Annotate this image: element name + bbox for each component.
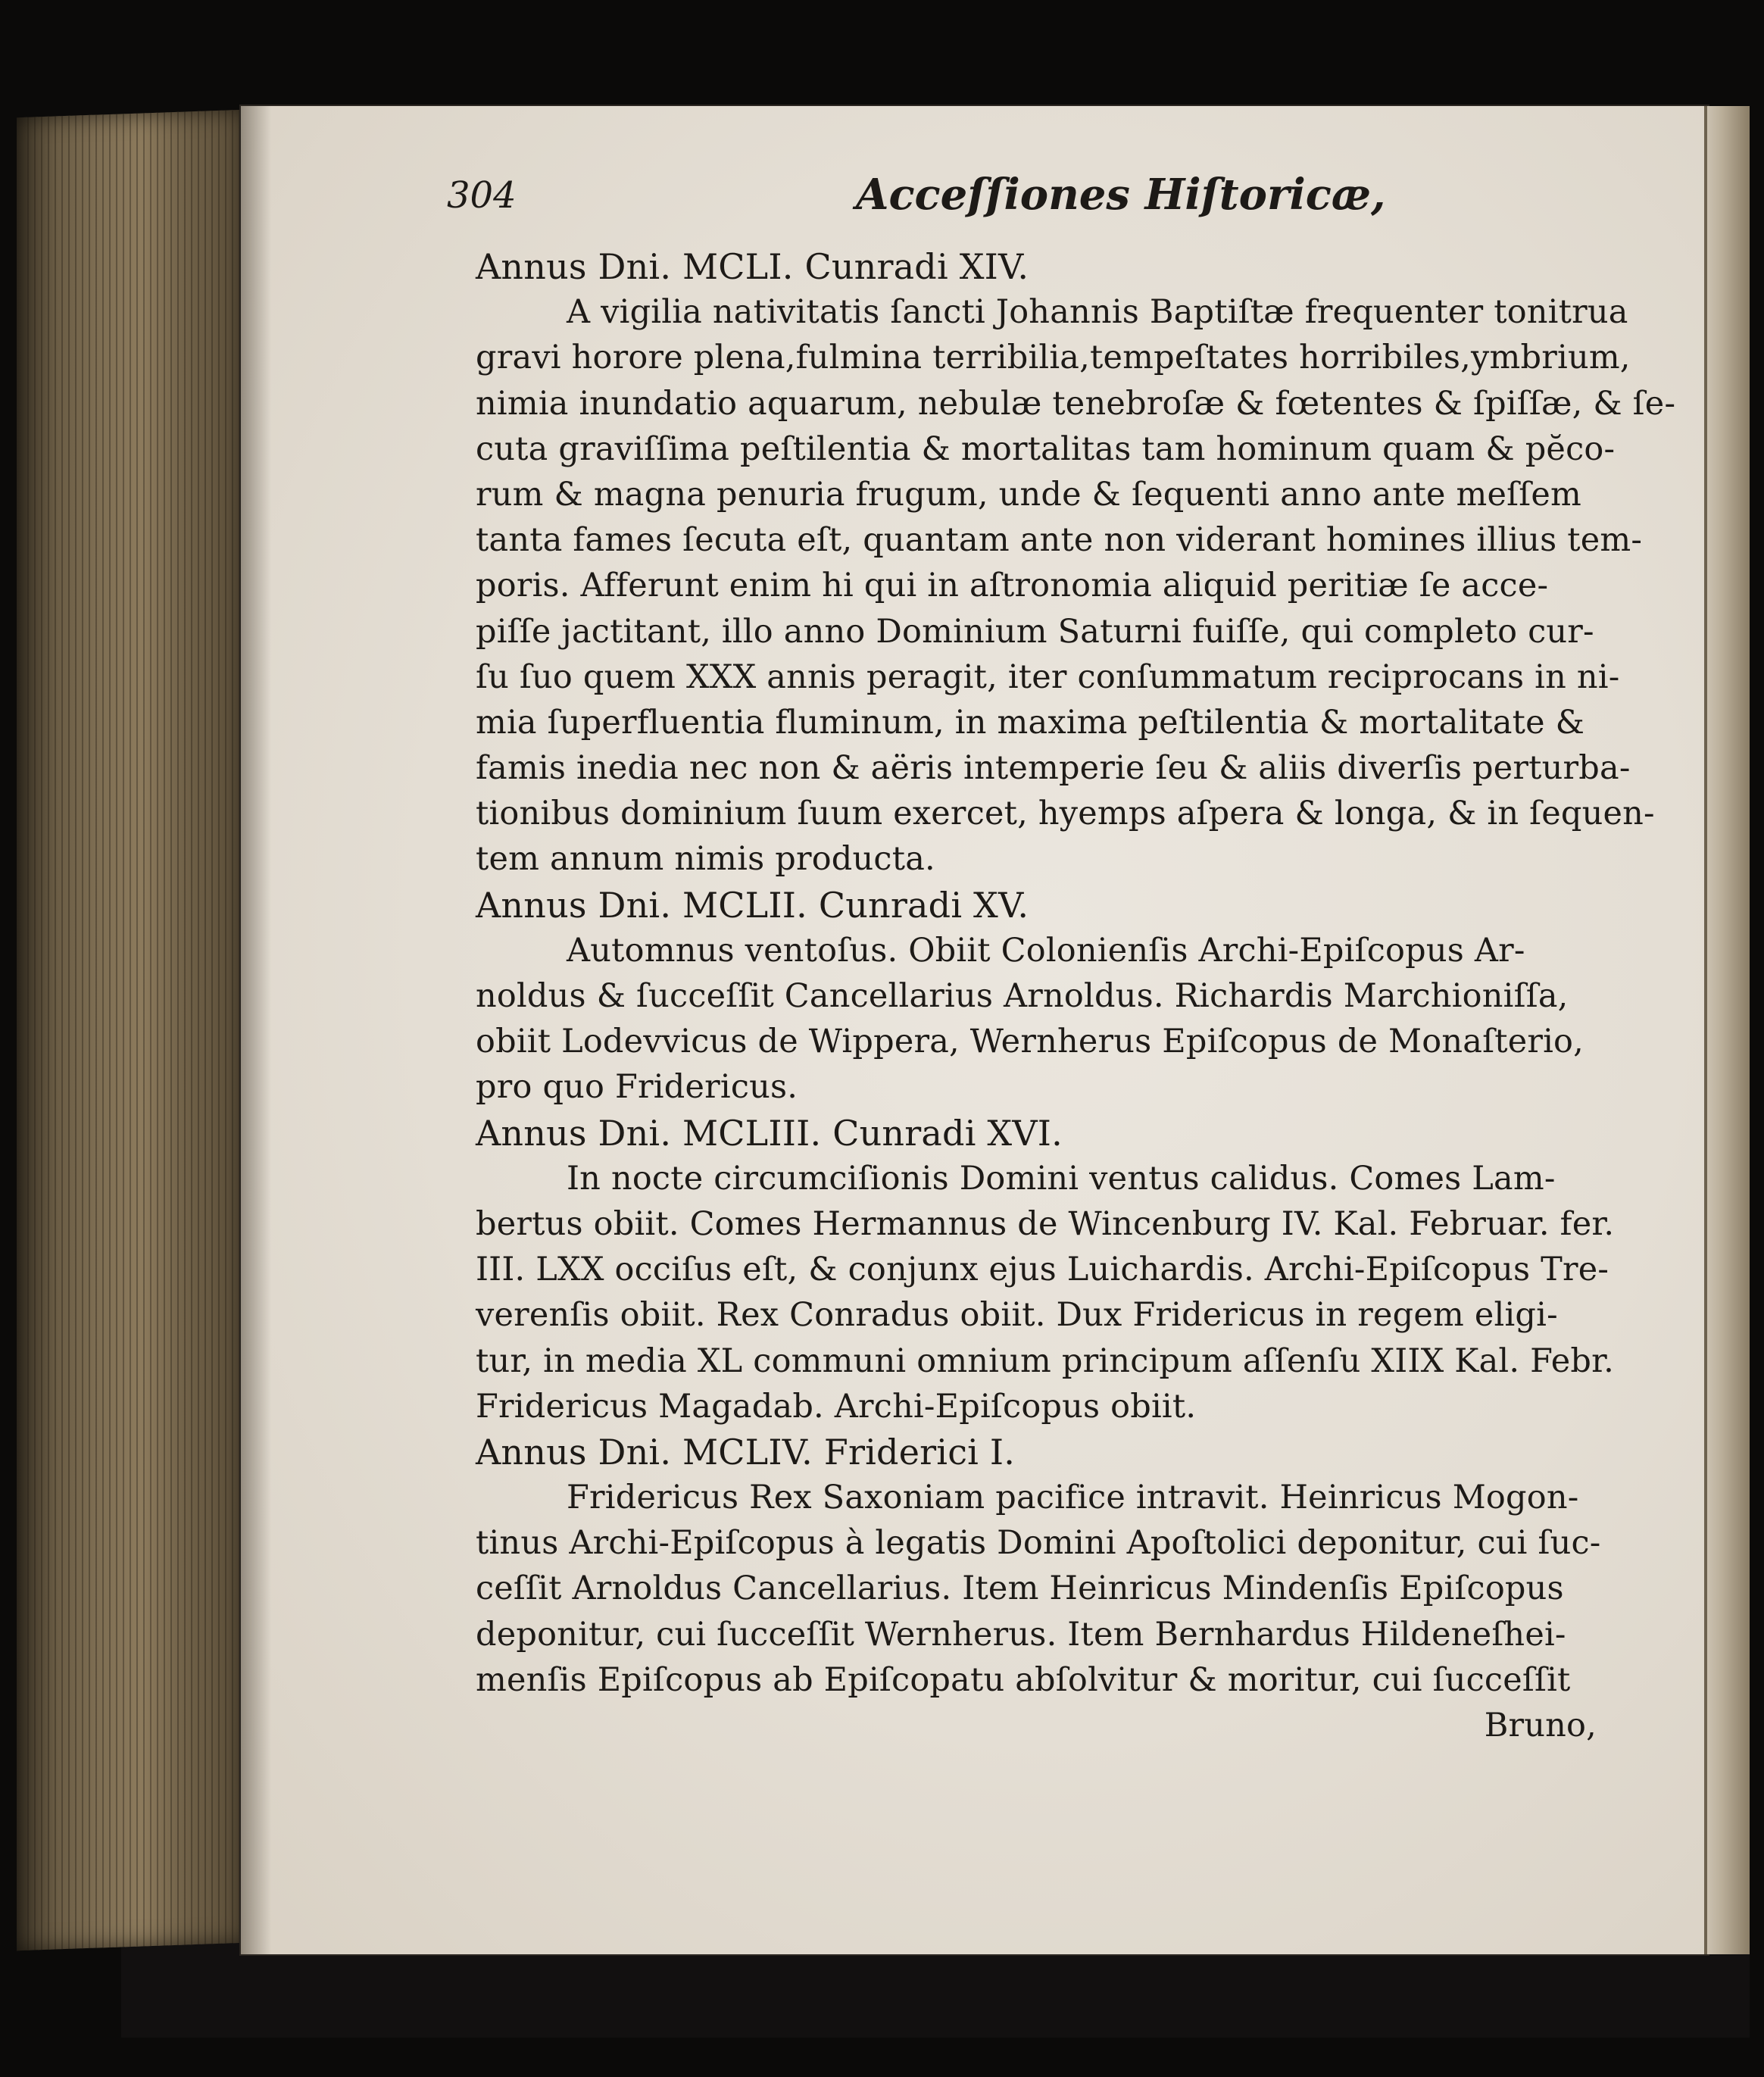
text-line: mia ſuperfluentia fluminum, in maxima peſtilentia & mortalitate &: [476, 703, 1585, 742]
text-line: famis inedia nec non & aëris intemperie ſeu & aliis diverſis perturba-: [476, 749, 1631, 788]
text-line: A vigilia nativitatis ſancti Johannis Baptiſtæ frequenter tonitrua: [567, 293, 1628, 332]
text-line: tanta fames ſecuta eſt, quantam ante non viderant homines illius tem-: [476, 521, 1643, 560]
page-gutter-shadow: [241, 106, 271, 1954]
text-line: deponitur, cui ſucceſſit Wernherus. Item Bernhardus Hildeneſhei-: [476, 1615, 1566, 1654]
text-line: noldus & ſucceſſit Cancellarius Arnoldus. Richardis Marchioniſſa,: [476, 977, 1569, 1015]
page-body: [476, 244, 1676, 1748]
year-heading: Annus Dni. MCLIII. Cunradi XVI.: [476, 1112, 1063, 1154]
text-line: gravi horore plena,fulmina terribilia,tempeſtates horribiles,ymbrium,: [476, 339, 1631, 377]
text-line: menſis Epiſcopus ab Epiſcopatu abſolvitur & moritur, cui ſucceſſit: [476, 1660, 1571, 1699]
text-line: poris. Afferunt enim hi qui in aſtronomia aliquid peritiæ ſe acce-: [476, 567, 1549, 605]
text-line: rum & magna penuria frugum, unde & ſequenti anno ante meſſem: [476, 475, 1582, 514]
text-line: piſſe jactitant, illo anno Dominium Saturni fuiſſe, qui completo cur-: [476, 612, 1594, 651]
text-line: obiit Lodevvicus de Wippera, Wernherus Epiſcopus de Monaſterio,: [476, 1023, 1584, 1061]
text-line: tinus Archi-Epiſcopus à legatis Domini Apoſtolici deponitur, cui ſuc-: [476, 1524, 1601, 1563]
text-line: ceſſit Arnoldus Cancellarius. Item Heinricus Mindenſis Epiſcopus: [476, 1569, 1564, 1608]
year-heading: Annus Dni. MCLIV. Friderici I.: [476, 1431, 1016, 1473]
year-heading: Annus Dni. MCLII. Cunradi XV.: [476, 884, 1029, 926]
text-line: Automnus ventoſus. Obiit Colonienſis Archi-Epiſcopus Ar-: [567, 931, 1525, 970]
text-line: tem annum nimis producta.: [476, 840, 935, 879]
text-line: ſu ſuo quem XXX annis peragit, iter conſummatum reciprocans in ni-: [476, 657, 1620, 696]
page-edges: [27, 110, 239, 1951]
text-line: III. LXX occiſus eſt, & conjunx ejus Luichardis. Archi-Epiſcopus Tre-: [476, 1251, 1609, 1289]
text-line: In nocte circumciſionis Domini ventus calidus. Comes Lam-: [567, 1159, 1556, 1198]
text-line: bertus obiit. Comes Hermannus de Wincenburg IV. Kal. Februar. fer.: [476, 1204, 1615, 1243]
text-line: Fridericus Magadab. Archi-Epiſcopus obiit.: [476, 1387, 1197, 1426]
text-line: Fridericus Rex Saxoniam pacifice intravit. Heinricus Mogon-: [567, 1479, 1579, 1517]
text-line: verenſis obiit. Rex Conradus obiit. Dux Fridericus in regem eligi-: [476, 1296, 1558, 1335]
page-right-edge: [1704, 106, 1750, 1954]
text-line: tur, in media XL communi omnium principum aſſenſu XIIX Kal. Febr.: [476, 1341, 1615, 1380]
text-line: nimia inundatio aquarum, nebulæ tenebroſæ & fœtentes & ſpiſſæ, & ſe-: [476, 384, 1676, 423]
text-line: cuta graviſſima peſtilentia & mortalitas tam hominum quam & pĕco-: [476, 429, 1616, 468]
page-number: 304: [447, 174, 517, 217]
year-heading: Annus Dni. MCLI. Cunradi XIV.: [476, 246, 1029, 287]
text-line: pro quo Fridericus.: [476, 1068, 798, 1107]
running-title: Acceſſiones Hiſtoricæ,: [856, 170, 1386, 220]
text-line: tionibus dominium ſuum exercet, hyemps aſpera & longa, & in ſequen-: [476, 795, 1655, 833]
catchword: Bruno,: [1484, 1707, 1597, 1744]
page-header: [447, 168, 1583, 229]
